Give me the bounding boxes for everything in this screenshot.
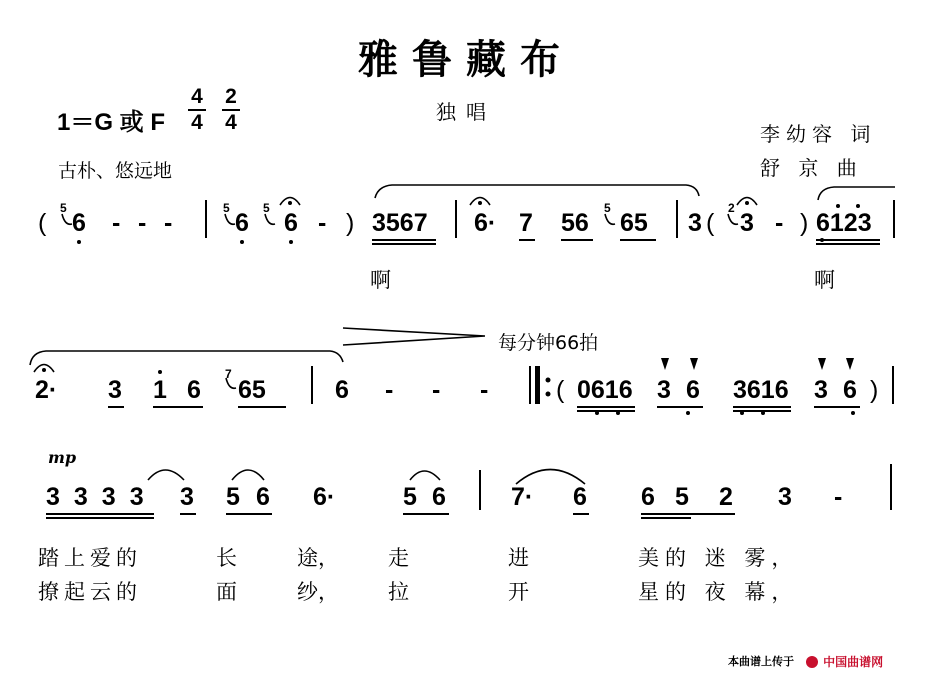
key-signature: 1＝G 或 F [57,109,166,136]
logo-icon [806,656,818,668]
note: 56 [561,209,589,237]
paren-close: ) [800,209,809,237]
lyric-ah: 啊 [814,268,835,292]
note: 6 [641,483,655,511]
note: 6 [335,376,349,404]
note: 7 [519,209,533,237]
note: 6 [432,483,446,511]
note: 65 [620,209,648,237]
grace-note: 2 [728,201,735,215]
dash: - [775,209,784,237]
time-sig-top: 2 [225,85,237,108]
lyric-verse1: 长 [216,546,237,570]
note: 6 [72,209,86,237]
lyricist-credit: 李幼容 词 [760,122,877,146]
composer-credit: 舒 京 曲 [760,156,863,180]
note: 6 [187,376,201,404]
barline [455,200,457,238]
note: 6 [843,376,857,404]
slur-row1-b [818,187,895,200]
grace-note: 5 [60,201,67,215]
dynamic-marking: mp [48,448,77,467]
note: 1 [153,376,167,404]
dash: - [112,209,121,237]
crescendo-hairpin [343,328,485,345]
note-run: 3567 [372,209,428,237]
lyric-verse2: 星的 夜 幕， [638,580,799,604]
note: 6· [474,209,497,237]
lyric-verse2: 面 [216,580,237,604]
slur [232,470,264,480]
lyric-verse1: 美的 迷 雾， [638,546,799,570]
note-run: 0616 [577,376,633,404]
barline [311,366,313,404]
slur-row1-a [375,185,699,198]
note-run: 3333 [46,483,158,511]
tempo-marking: 古朴、悠远地 [58,160,173,182]
dash: - [164,209,173,237]
site-logo[interactable] [806,651,883,670]
site-logo-text: 中国曲谱网 [823,655,884,669]
note-run: 6123 [816,209,872,237]
dash: - [138,209,147,237]
repeat-start-thin [529,366,531,404]
note: 6 [284,209,298,237]
barline [893,200,895,238]
note: 3 [180,483,194,511]
note: 3 [108,376,122,404]
song-title: 雅鲁藏布 [358,37,574,83]
note: 5 [403,483,417,511]
lyric-verse1: 途， [297,546,339,570]
paren-close: ) [870,376,879,404]
note: 5 [226,483,240,511]
note: 6 [573,483,587,511]
dash: - [318,209,327,237]
barline [676,200,678,238]
note: 3 [688,209,702,237]
time-sig-top: 4 [191,85,203,108]
grace-note: 7 [225,367,232,381]
performance-type: 独唱 [436,100,496,124]
lyric-ah: 啊 [370,268,391,292]
lyric-verse2: 拉 [388,580,409,604]
note: 3 [778,483,792,511]
time-sig-bottom: 4 [191,111,203,134]
paren-open: ( [556,376,565,404]
slur [148,470,184,480]
note: 2· [35,376,58,404]
dash: - [385,376,394,404]
note: 6 [686,376,700,404]
note: 6· [313,483,336,511]
note: 6 [256,483,270,511]
note: 6 [235,209,249,237]
paren-open: ( [706,209,715,237]
time-sig-bottom: 4 [225,111,237,134]
barline [892,366,894,404]
lyric-verse1: 踏上爱的 [38,546,142,570]
paren-open: ( [38,209,47,237]
slur-row2 [30,351,343,365]
grace-note: 5 [604,201,611,215]
dash: - [432,376,441,404]
slur [516,470,585,485]
footer-text: 本曲谱上传于 [728,655,794,668]
barline [479,470,481,510]
note-run: 3616 [733,376,789,404]
lyric-verse1: 进 [508,546,529,570]
grace-note: 5 [223,201,230,215]
lyric-verse2: 撩起云的 [38,580,142,604]
barline [205,200,207,238]
note: 7· [511,483,534,511]
note: 3 [740,209,754,237]
lyric-verse1: 走 [388,546,409,570]
slur [410,471,440,480]
tempo-change: 每分钟66拍 [498,332,599,354]
dash: - [834,483,843,511]
dash: - [480,376,489,404]
repeat-start-thick [535,366,540,404]
lyric-verse2: 开 [508,580,529,604]
paren-close: ) [346,209,355,237]
note: 65 [238,376,266,404]
note: 3 [814,376,828,404]
note: 5 [675,483,689,511]
note: 2 [719,483,733,511]
grace-note: 5 [263,201,270,215]
lyric-verse2: 纱， [297,580,339,604]
note: 3 [657,376,671,404]
barline [890,464,892,510]
